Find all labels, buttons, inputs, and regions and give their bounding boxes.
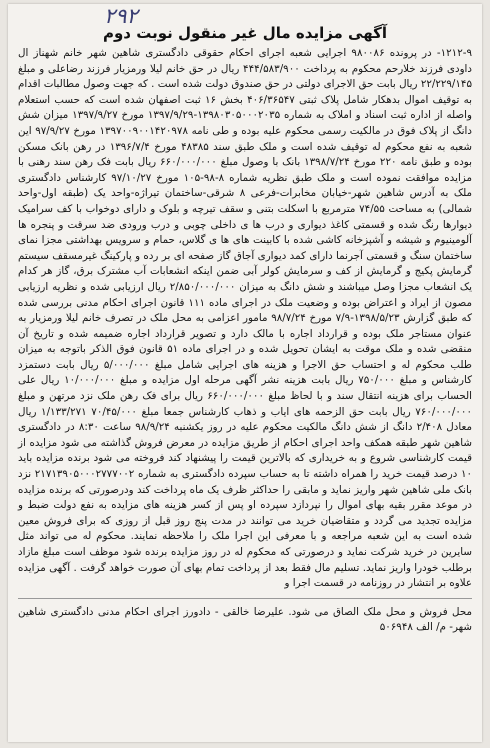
notice-footer: محل فروش و محل ملک الصاق می شود. علیرضا خالقی - دادورز اجرای احکام مدنی دادگستری شاهین شهر- م/ الف ۵۰۶۹۴۸	[18, 605, 472, 634]
notice-body: ۱۲۱۲-۹- در پرونده ۹۸۰۰۸۶ اجرایی شعبه اجرای احکام حقوقی دادگستری شاهین شهر خانم شهناز ال داودی فرزند خلارحم محکوم به پرداخت ۴۴۴/۵۸۳/۹۰۰ ریال در حق خانم لیلا ورمزیار فرزند رضاعلی و مبلغ ۲۲/۲۲۹/۱۴۵ ریال بابت حق الاجرای دولتی در حق صندوق دولت شده است . که جهت وصول مطالبات اقدام به توقیف اموال بدهکار شامل پلاک ثبتی ۴۰۶/۳۶۵۴۷ بخش ۱۶ ثبت اصفهان شده است که حسب استعلام واصله از اداره ثبت اسناد و املاک به شماره ۱۳۹۸۰۳۰۵۰۰۰۲۰۳۵-۱۳۹۷/۹/۲۹ مورخ ۱۳۹۷/۹/۲۷ میزان شش دانگ از پلاک فوق در مالکیت رسمی محکوم علیه بوده و طی نامه ۱۳۹۷۰۰۹۰۰۱۴۲۰۹۷۸ مورخ ۹۷/۹/۲۷ این شعبه به نفع محکوم له توقیف شده است و ملک طبق سند ۴۸۳۸۵ مورخ ۱۳۹۶/۷/۴ در رهن بانک مسکن بوده و طبق نامه ۲۲۰ مورخ ۱۳۹۸/۷/۲۴ بانک با وصول مبلغ ۶۶۰/۰۰۰/۰۰۰ ریال بابت فک رهن سند رهنی با مزایده موافقت نموده است و ملک طبق نظریه شماره ۸-۹۸-۱۰۵ مورخ ۹۷/۱۰/۲۷ کارشناس دادگستری ملک به آدرس شاهین شهر-خیابان مخابرات-فرعی ۸ شرقی-ساختمان تیراژه-واحد یک (طبقه اول-واحد شمالی) به مساحت ۷۴/۵۵ مترمربع با اسکلت بتنی و سقف تیرچه و بلوک و دارای دوخواب با کف سرامیک دیوارها رنگ شده و قسمتی کاغذ دیواری و درب ها ی داخلی چوبی و درب ورودی ضد سرقت و پنجره ها آلومینیوم و شیشه و آشپزخانه کاشی شده با کابینت های ها ی گلاس، حمام و سرویس بهداشتی مجزا نمای ساختمان سنگ و قسمتی آجرنما دارای کمد دیواری آجاق گاز صفحه ای بر رده و پارکینگ غیرمسقف سیستم گرمایش پکیج و گرمایش از کف و سرمایش کولر آبی ضمن اینکه انشعابات آب مشترک برق، گاز هر کدام یک انشعاب مجزا وصل میباشند و شش دانگ به میزان ۲/۸۵۰/۰۰۰/۰۰۰ ریال ارزیابی شده و نظریه ارزیابی مصون از ایراد و اعتراض بوده و وضعیت ملک در اجرای ماده ۱۱۱ قانون اجرای احکام مدنی بررسی شده که طبق گزارش ۱۳۹۸/۵/۲۳-۷/۹ مورخ ۹۸/۷/۲۴ مامور اعزامی به محل ملک در تصرف خانم لیلا ورمزیار به عنوان مستاجر ملک بوده و قرارداد اجاره با مالک دارد و تصویر قرارداد اجاره ضمیمه شده و تاریخ آن منقضی شده و ملک موقت به ایشان تحویل شده و در اجرای ماده ۵۱ قانون فوق الذکر باتوجه به میزان طلب محکوم له و احتساب حق الاجرا و هزینه های اجرایی شامل مبلغ ۵/۰۰۰/۰۰۰ ریال بابت دستمزد کارشناس و مبلغ ۷۵۰/۰۰۰ ریال بابت هزینه نشر آگهی مرحله اول مزایده و مبلغ ۱۰/۰۰۰/۰۰۰ ریال علی الحساب برای هزینه انتقال سند و با لحاظ مبلغ ۶۶۰/۰۰۰/۰۰۰ ریال برای فک رهن ملک نزد مرتهن و مبلغ ۷۶۰/۰۰۰/۰۰۰ ریال بابت حق الزحمه های ایاب و ذهاب کارشناس جمعا مبلغ ۷۰/۴۵/۰۰۰ ۱/۱۳۳/۲۷۱ ریال معادل ۲/۴۰۸ دانگ از شش دانگ مالکیت محکوم علیه در روز یکشنبه ۹۸/۹/۲۴ ساعت ۸:۳۰ در دادگستری شاهین شهر طبقه همکف واحد اجرای احکام از طریق مزایده در معرض فروش گذاشته می شود مزایده از قیمت کارشناسی شروع و به خریداری که بالاترین قیمت را پیشنهاد کند فروخته می شود برنده مزایده باید ۱۰ درصد قیمت خرید را همراه داشته تا به حساب سپرده دادگستری به شماره ۲۱۷۱۳۹۰۵۰۰۰۲۷۷۷۰۰۲ نزد بانک ملی شاهین شهر واریز نماید و مابقی را حداکثر ظرف یک ماه پرداخت کند ودرصورتی که برنده مزایده در موعد مقرر بقیه بهای اموال را نپردازد سپرده او پس از کسر هزینه های مزایده به نفع دولت ضبط و مزایده تجدید می گردد و متقاضیان خرید می توانند در مدت پنج روز قبل از روزی که برای فروش معین شده است به این شعبه مراجعه و با معرفی این اجرا ملک را ملاحظه نمایند. محکوم له می تواند مثل سایرین در خرید شرکت نماید و درصورتی که محکوم له در روز مزایده برنده شود موظف است مبلغ مازاد برطلب خودرا واریز نماید. تسلیم مال فقط بعد از پرداخت تمام بهای آن صورت خواهد گرفت . آگهی مزایده علاوه بر انتشار در روزنامه در قسمت اجرا و	[18, 47, 473, 590]
notice-title: آگهی مزایده مال غیر منقول نوبت دوم	[102, 24, 387, 42]
handwritten-note: ۲۹۲	[104, 4, 138, 28]
divider	[18, 598, 472, 599]
newspaper-clipping	[8, 4, 482, 742]
